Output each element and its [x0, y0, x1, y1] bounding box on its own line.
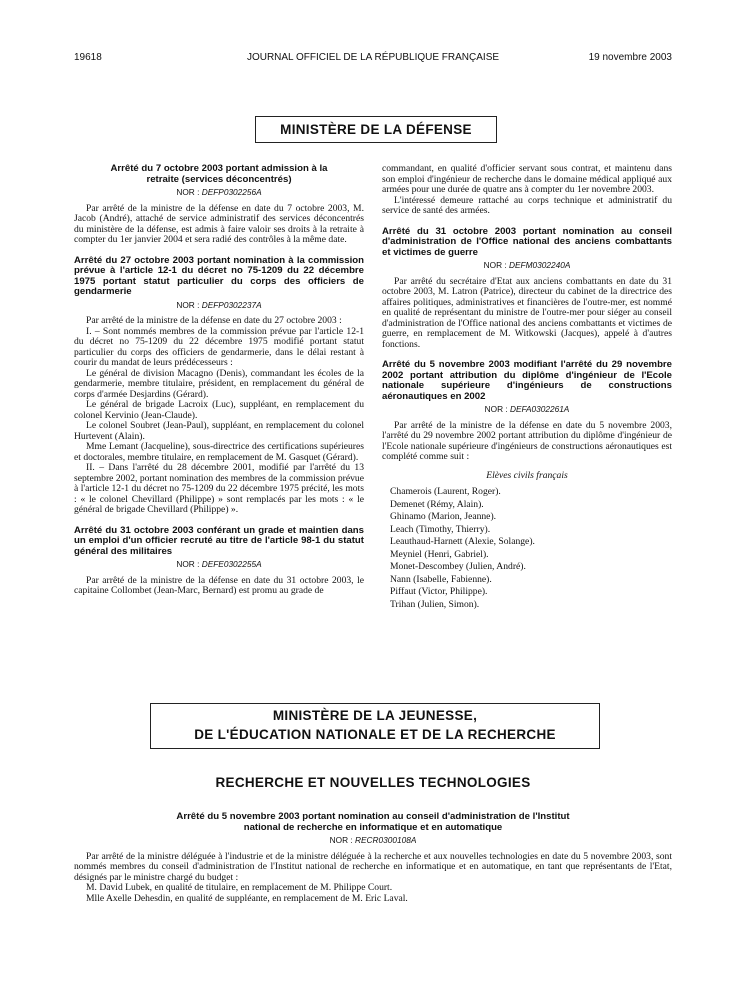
- decree-title: Arrêté du 31 octobre 2003 conférant un grade et maintien dans un emploi d'un officier recruté au titre de l'article 98-1 du statut général des militaires: [74, 524, 364, 557]
- decree-title: Arrêté du 27 octobre 2003 portant nomination à la commission prévue à l'article 12-1 du décret no 75-1209 du 22 décembre 1975 portant statut particulier du corps des officiers de gendarmerie: [74, 254, 364, 297]
- decree-paragraph: Mme Lemant (Jacqueline), sous-directrice des certifications supérieures et doctorales, membre titulaire, en remplacement de M. Gasquet (Gérard).: [74, 441, 364, 463]
- decree-paragraph: Par arrêté du secrétaire d'Etat aux anciens combattants en date du 31 octobre 2003, M. Latron (Patrice), directeur du cabinet de la directrice des affaires politiques, administratives et financières de l'outre-mer, est nommé en qualité de représentant du ministre de l'outre-mer pour siéger au conseil d'administration de l'Office national des anciens combattants et victimes de guerre, en remplacement de M. Witkowski (Jacques), appelé à d'autres fonctions.: [382, 275, 672, 350]
- nor-label: NOR :: [329, 835, 353, 845]
- decree-paragraph: II. – Dans l'arrêté du 28 décembre 2001, modifié par l'arrêté du 13 septembre 2002, portant nomination des membres de la commission prévue à l'article 12-1 du décret no 75-1209 du 22 décembre 1975 précité, les mots : « le colonel Chevillard (Philippe) » sont remplacés par les mots : « le général de brigade Chevillard (Philippe) ».: [74, 462, 364, 515]
- decree-paragraph: Par arrêté de la ministre de la défense en date du 31 octobre 2003, le capitaine Collombet (Jean-Marc, Bernard) est promu au grade de: [74, 574, 364, 596]
- decree-paragraph: Le général de brigade Lacroix (Luc), suppléant, en remplacement du colonel Kervinio (Jean-Claude).: [74, 399, 364, 421]
- nor-label: NOR :: [176, 299, 200, 310]
- nor-label: NOR :: [484, 404, 508, 414]
- bottom-decree: [74, 812, 672, 904]
- decree-paragraph: Le colonel Soubret (Jean-Paul), suppléant, en remplacement du colonel Hurtevent (Alain).: [74, 420, 364, 442]
- list-subheading: Elèves civils français: [486, 469, 568, 481]
- decree-paragraph: I. – Sont nommés membres de la commission prévue par l'article 12-1 du décret no 75-1209 du 22 décembre 1975 modifié portant statut particulier du corps des officiers de gendarmerie, dans le délai restant à courir du mandat de leurs prédécesseurs :: [74, 325, 364, 368]
- decree-paragraph: L'intéressé demeure rattaché au corps technique et administratif du service de santé des armées.: [382, 194, 672, 216]
- decree-title: Arrêté du 7 octobre 2003 portant admission à la retraite (services déconcentrés): [110, 163, 328, 185]
- ministry-heading-line: DE L'ÉDUCATION NATIONALE ET DE LA RECHERCHE: [194, 727, 556, 742]
- nor-reference: [74, 300, 364, 311]
- nor-code: RECR0300108A: [355, 835, 417, 845]
- page-header: [74, 52, 672, 66]
- nor-code: DEFP0302256A: [201, 187, 262, 197]
- list-item: Trihan (Julien, Simon).: [390, 598, 480, 610]
- nor-label: NOR :: [483, 260, 507, 270]
- decree-paragraph: Par arrêté de la ministre de la défense en date du 5 novembre 2003, l'arrêté du 29 novembre 2002 portant attribution du diplôme d'ingénieur de l'Ecole nationale supérieure d'ingénieurs de constructions aéronautiques est complété comme suit :: [382, 419, 672, 462]
- decree-paragraph: M. David Lubek, en qualité de titulaire, en remplacement de M. Philippe Court.: [86, 882, 393, 893]
- nor-code: DEFA0302261A: [510, 404, 570, 414]
- nor-code: DEFE0302255A: [201, 559, 262, 569]
- nor-reference: [382, 404, 672, 415]
- decree-title: Arrêté du 5 novembre 2003 portant nomination au conseil d'administration de l'Institut national de recherche en informatique et en automatique: [176, 811, 570, 833]
- journal-title: JOURNAL OFFICIEL DE LA RÉPUBLIQUE FRANÇAISE: [246, 52, 500, 63]
- ministry-heading-line: MINISTÈRE DE LA JEUNESSE,: [272, 708, 478, 723]
- decree-paragraph: commandant, en qualité d'officier servant sous contrat, et maintenu dans son emploi d'ingénieur de recherche dans le domaine médical appliqué aux armées pour une durée de quatre ans à compter du 1er novembre 2003.: [382, 163, 672, 195]
- list-item: Leach (Timothy, Thierry).: [390, 523, 491, 535]
- list-item: Nann (Isabelle, Fabienne).: [390, 573, 492, 585]
- nor-label: NOR :: [176, 187, 200, 197]
- nor-reference: [74, 187, 364, 198]
- decree-paragraph: Mlle Axelle Dehesdin, en qualité de suppléante, en remplacement de M. Eric Laval.: [86, 892, 408, 904]
- nor-reference: [74, 835, 672, 846]
- page-number: 19618: [74, 52, 102, 63]
- list-item: Monet-Descombey (Julien, André).: [390, 561, 526, 572]
- decree-paragraph: Par arrêté de la ministre déléguée à l'industrie et de la ministre déléguée à la recherche et aux nouvelles technologies en date du 5 novembre 2003, sont nommés membres du conseil d'administration de l'Institut national de recherche en informatique et en automatique, en tant que représentants de l'Etat, désignés par le ministre chargé du budget :: [74, 850, 672, 883]
- list-item: Chamerois (Laurent, Roger).: [390, 486, 501, 497]
- graduate-list: [382, 487, 672, 610]
- ministry-defense-heading: MINISTÈRE DE LA DÉFENSE: [255, 116, 497, 143]
- decree-paragraph: Par arrêté de la ministre de la défense en date du 7 octobre 2003, M. Jacob (André), attaché de service administratif des services déconcentrés du ministère de la défense, est admis à faire valoir ses droits à la retraite à compter du 1er janvier 2004 et sera radié des contrôles à la même date.: [74, 202, 364, 245]
- nor-label: NOR :: [176, 559, 200, 569]
- right-column: [382, 164, 672, 612]
- left-column: [74, 164, 364, 597]
- nor-code: DEFM0302240A: [509, 260, 571, 270]
- nor-reference: [382, 260, 672, 271]
- list-item: Demenet (Rémy, Alain).: [390, 498, 484, 510]
- decree-title: Arrêté du 5 novembre 2003 modifiant l'arrêté du 29 novembre 2002 portant attribution du diplôme d'ingénieur de l'Ecole nationale supérieure d'ingénieurs de constructions aéronautiques en 2002: [382, 359, 672, 402]
- decree-title: Arrêté du 31 octobre 2003 portant nomination au conseil d'administration de l'Office national des anciens combattants et victimes de guerre: [382, 225, 672, 258]
- section-heading: RECHERCHE ET NOUVELLES TECHNOLOGIES: [215, 775, 531, 790]
- nor-reference: [74, 559, 364, 570]
- list-item: Piffaut (Victor, Philippe).: [390, 586, 488, 597]
- decree-paragraph: Le général de division Macagno (Denis), commandant les écoles de la gendarmerie, membre titulaire, président, en remplacement du général de corps d'armée Desjardins (Gérard).: [74, 367, 364, 400]
- list-item: Meyniel (Henri, Gabriel).: [390, 548, 489, 560]
- decree-paragraph: Par arrêté de la ministre de la défense en date du 27 octobre 2003 :: [86, 315, 342, 326]
- issue-date: 19 novembre 2003: [588, 52, 672, 63]
- ministry-education-heading: [150, 703, 600, 749]
- nor-code: DEFP0302237A: [201, 299, 262, 310]
- list-item: Leauthaud-Harnett (Alexie, Solange).: [390, 536, 535, 547]
- list-item: Ghinamo (Marion, Jeanne).: [390, 511, 497, 522]
